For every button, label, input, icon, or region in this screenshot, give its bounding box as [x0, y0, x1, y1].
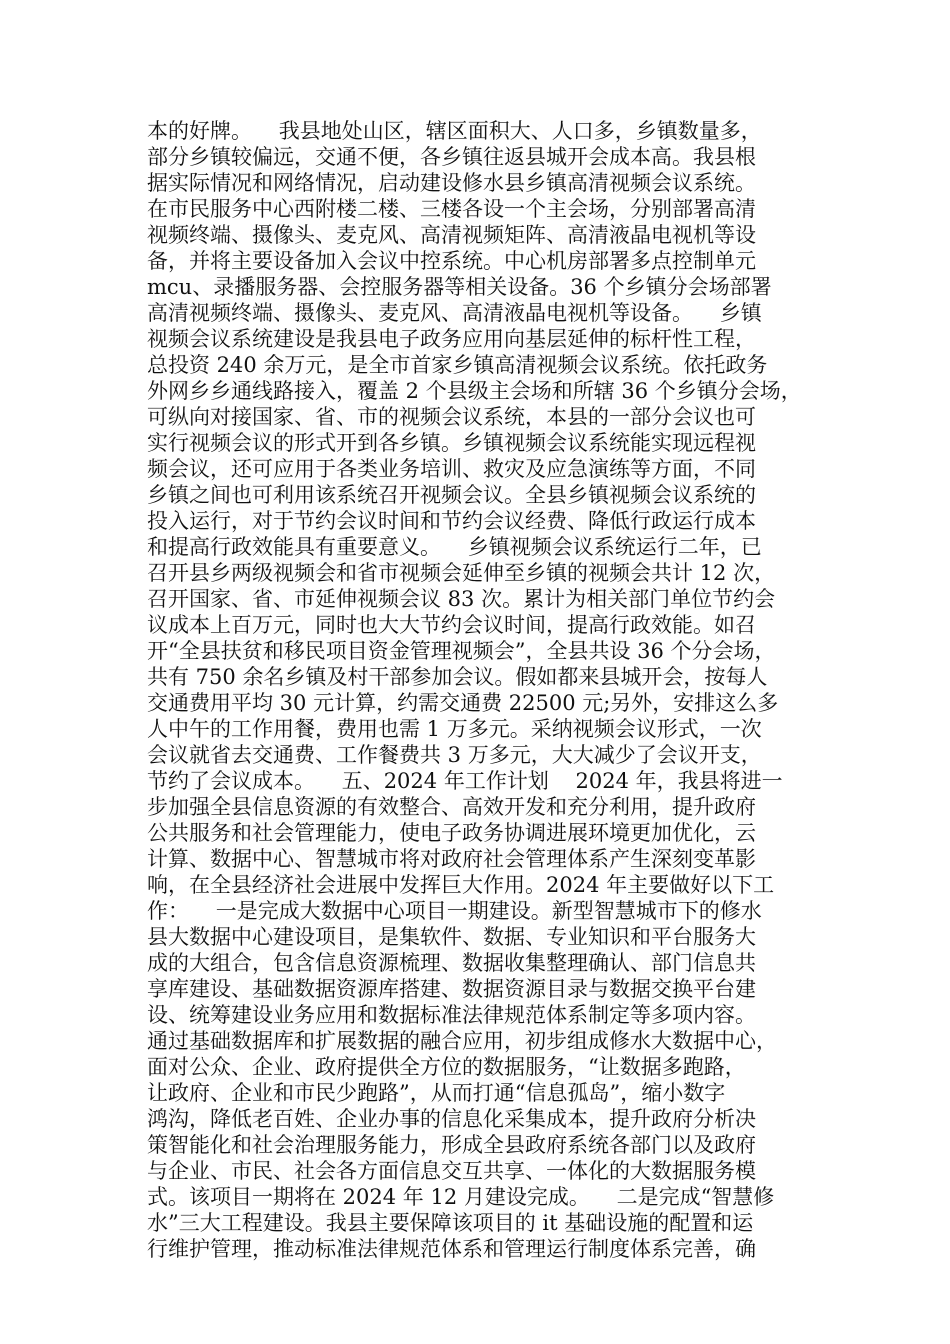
- text-line: 让政府、企业和市民少跑路”，从而打通“信息孤岛”，缩小数字: [147, 1081, 726, 1105]
- text-line: 备，并将主要设备加入会议中控系统。中心机房部署多点控制单元: [147, 249, 756, 273]
- text-line: 据实际情况和网络情况，启动建设修水县乡镇高清视频会议系统。: [147, 171, 756, 195]
- text-line: 实行视频会议的形式开到各乡镇。乡镇视频会议系统能实现远程视: [147, 431, 756, 455]
- text-line: 式。该项目一期将在 2024 年 12 月建设完成。 二是完成“智慧修: [147, 1185, 775, 1209]
- text-line: 面对公众、企业、政府提供全方位的数据服务，“让数据多跑路，: [147, 1055, 746, 1079]
- text-line: 计算、数据中心、智慧城市将对政府社会管理体系产生深刻变革影: [147, 847, 756, 871]
- text-line: 水”三大工程建设。我县主要保障该项目的 it 基础设施的配置和运: [147, 1211, 754, 1235]
- text-line: 部分乡镇较偏远，交通不便，各乡镇往返县城开会成本高。我县根: [147, 145, 756, 169]
- text-line: 召开国家、省、市延伸视频会议 83 次。累计为相关部门单位节约会: [147, 587, 776, 611]
- text-line: 乡镇之间也可利用该系统召开视频会议。全县乡镇视频会议系统的: [147, 483, 756, 507]
- text-line: 共有 750 余名乡镇及村干部参加会议。假如都来县城开会，按每人: [147, 665, 768, 689]
- text-line: 步加强全县信息资源的有效整合、高效开发和充分利用，提升政府: [147, 795, 756, 819]
- text-line: 视频会议系统建设是我县电子政务应用向基层延伸的标杆性工程，: [147, 327, 756, 351]
- text-line: 鸿沟，降低老百姓、企业办事的信息化采集成本，提升政府分析决: [147, 1107, 756, 1131]
- text-line: 视频终端、摄像头、麦克风、高清视频矩阵、高清液晶电视机等设: [147, 223, 756, 247]
- text-line: 和提高行政效能具有重要意义。 乡镇视频会议系统运行二年，已: [147, 535, 762, 559]
- text-line: 与企业、市民、社会各方面信息交互共享、一体化的大数据服务模: [147, 1159, 756, 1183]
- text-line: 召开县乡两级视频会和省市视频会延伸至乡镇的视频会共计 12 次，: [147, 561, 776, 585]
- text-line: 作： 一是完成大数据中心项目一期建设。新型智慧城市下的修水: [147, 899, 762, 923]
- text-line: 设、统筹建设业务应用和数据标准法律规范体系制定等多项内容。: [147, 1003, 756, 1027]
- text-line: 会议就省去交通费、工作餐费共 3 万多元，大大减少了会议开支，: [147, 743, 762, 767]
- text-line: 本的好牌。 我县地处山区，辖区面积大、人口多，乡镇数量多，: [147, 119, 762, 143]
- text-line: 响，在全县经济社会进展中发挥巨大作用。2024 年主要做好以下工: [147, 873, 775, 897]
- text-line: 议成本上百万元，同时也大大节约会议时间，提高行政效能。如召: [147, 613, 756, 637]
- text-line: 交通费用平均 30 元计算，约需交通费 22500 元;另外，安排这么多: [147, 691, 779, 715]
- text-line: 可纵向对接国家、省、市的视频会议系统，本县的一部分会议也可: [147, 405, 756, 429]
- text-line: 开“全县扶贫和移民项目资金管理视频会”，全县共设 36 个分会场，: [147, 639, 776, 663]
- text-line: 公共服务和社会管理能力，使电子政务协调进展环境更加优化，云: [147, 821, 756, 845]
- text-line: 通过基础数据库和扩展数据的融合应用，初步组成修水大数据中心，: [147, 1029, 777, 1053]
- text-line: 节约了会议成本。 五、2024 年工作计划 2024 年，我县将进一: [147, 769, 783, 793]
- text-line: 外网乡乡通线路接入，覆盖 2 个县级主会场和所辖 36 个乡镇分会场，: [147, 379, 802, 403]
- text-line: 成的大组合，包含信息资源梳理、数据收集整理确认、部门信息共: [147, 951, 756, 975]
- text-line: 总投资 240 余万元，是全市首家乡镇高清视频会议系统。依托政务: [147, 353, 768, 377]
- text-line: 策智能化和社会治理服务能力，形成全县政府系统各部门以及政府: [147, 1133, 756, 1157]
- body-text: [147, 118, 817, 1262]
- text-line: 人中午的工作用餐，费用也需 1 万多元。采纳视频会议形式，一次: [147, 717, 762, 741]
- text-line: mcu、录播服务器、会控服务器等相关设备。36 个乡镇分会场部署: [147, 275, 772, 299]
- text-line: 行维护管理，推动标准法律规范体系和管理运行制度体系完善，确: [147, 1237, 756, 1261]
- text-line: 享库建设、基础数据资源库搭建、数据资源目录与数据交换平台建: [147, 977, 756, 1001]
- text-line: 频会议，还可应用于各类业务培训、救灾及应急演练等方面，不同: [147, 457, 756, 481]
- text-line: 在市民服务中心西附楼二楼、三楼各设一个主会场，分别部署高清: [147, 197, 756, 221]
- text-line: 县大数据中心建设项目，是集软件、数据、专业知识和平台服务大: [147, 925, 756, 949]
- text-line: 高清视频终端、摄像头、麦克风、高清液晶电视机等设备。 乡镇: [147, 301, 762, 325]
- text-line: 投入运行，对于节约会议时间和节约会议经费、降低行政运行成本: [147, 509, 756, 533]
